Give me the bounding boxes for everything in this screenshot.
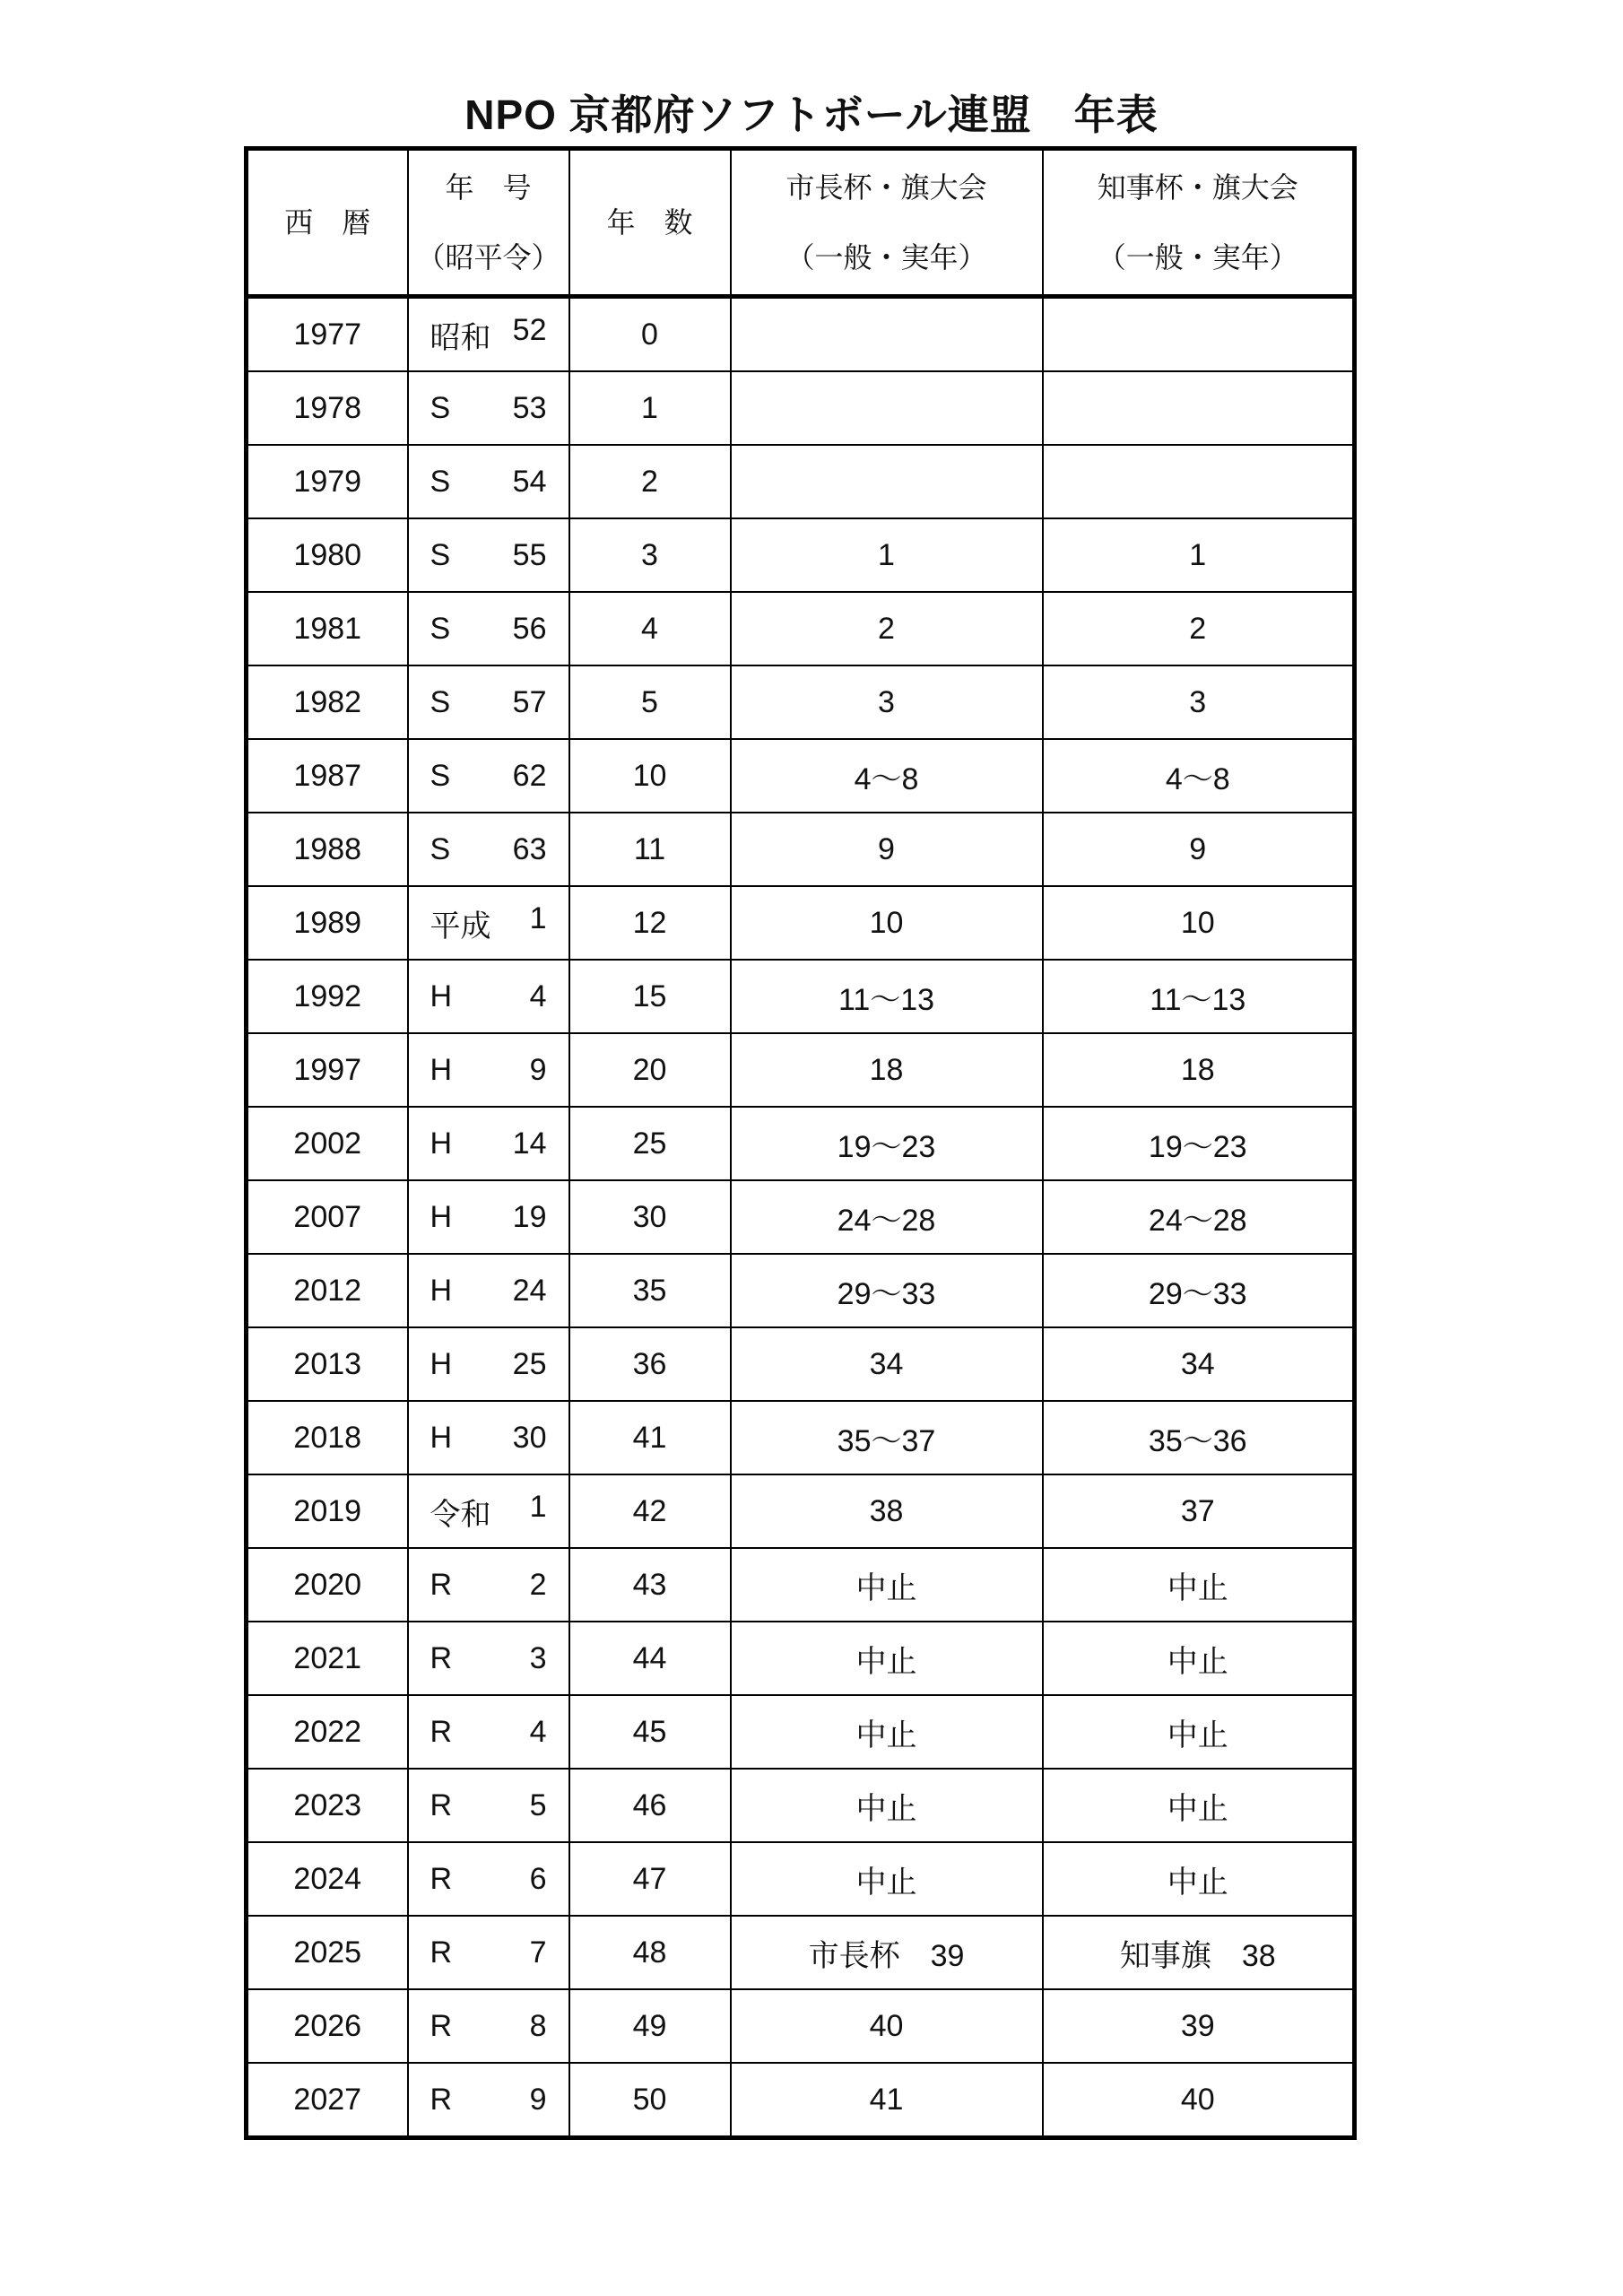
cell-nensu: 46 <box>569 1769 731 1842</box>
cell-nensu: 35 <box>569 1254 731 1327</box>
cell-mayor-cup <box>731 371 1043 445</box>
cell-mayor-cup: 4～8 <box>731 739 1043 813</box>
header-governor-cup <box>1043 149 1355 297</box>
era-year: 1 <box>529 1489 547 1524</box>
cell-seireki: 2023 <box>247 1769 408 1842</box>
cell-mayor-cup: 2 <box>731 592 1043 665</box>
cell-nensu: 36 <box>569 1327 731 1401</box>
cell-nensu: 12 <box>569 886 731 960</box>
cell-nengo <box>408 1180 569 1254</box>
cell-seireki: 1988 <box>247 813 408 886</box>
cell-mayor-cup: 中止 <box>731 1842 1043 1916</box>
table-row <box>247 1916 1355 1989</box>
cell-nengo <box>408 1107 569 1180</box>
cell-governor-cup: 11～13 <box>1043 960 1355 1033</box>
cell-seireki: 1980 <box>247 518 408 592</box>
era-name: R <box>430 2008 453 2043</box>
era-year: 4 <box>529 978 547 1013</box>
era-name: S <box>430 464 451 499</box>
era-name: S <box>430 758 451 793</box>
cell-nensu: 50 <box>569 2063 731 2138</box>
cell-governor-cup: 10 <box>1043 886 1355 960</box>
cell-nengo <box>408 592 569 665</box>
cell-seireki: 1982 <box>247 665 408 739</box>
cell-nengo <box>408 739 569 813</box>
era-name: H <box>430 1420 453 1455</box>
header-nengo-top: 年 号 <box>445 171 532 204</box>
cell-nensu: 10 <box>569 739 731 813</box>
cell-seireki: 1978 <box>247 371 408 445</box>
cell-seireki: 1979 <box>247 445 408 518</box>
cell-nengo <box>408 1989 569 2063</box>
cell-nensu: 1 <box>569 371 731 445</box>
cell-mayor-cup <box>731 445 1043 518</box>
cell-governor-cup <box>1043 297 1355 372</box>
cell-nengo <box>408 886 569 960</box>
cell-governor-cup: 中止 <box>1043 1695 1355 1769</box>
table-row <box>247 371 1355 445</box>
era-name: H <box>430 1126 453 1161</box>
cell-governor-cup: 知事旗 38 <box>1043 1916 1355 1989</box>
cell-mayor-cup: 40 <box>731 1989 1043 2063</box>
cell-nensu: 2 <box>569 445 731 518</box>
table-row <box>247 445 1355 518</box>
cell-governor-cup: 3 <box>1043 665 1355 739</box>
table-row <box>247 1989 1355 2063</box>
table-row <box>247 2063 1355 2138</box>
cell-mayor-cup: 市長杯 39 <box>731 1916 1043 1989</box>
era-name: 令和 <box>430 1497 491 1532</box>
era-wrapper <box>430 391 547 426</box>
era-year: 4 <box>529 1714 547 1749</box>
cell-nengo <box>408 1327 569 1401</box>
era-year: 55 <box>512 537 547 572</box>
era-year: 5 <box>529 1787 547 1822</box>
cell-nensu: 25 <box>569 1107 731 1180</box>
era-wrapper <box>430 1715 547 1750</box>
cell-nensu: 5 <box>569 665 731 739</box>
cell-nensu: 41 <box>569 1401 731 1474</box>
cell-mayor-cup: 10 <box>731 886 1043 960</box>
era-year: 30 <box>512 1420 547 1455</box>
cell-seireki: 2002 <box>247 1107 408 1180</box>
cell-governor-cup: 中止 <box>1043 1622 1355 1695</box>
cell-nensu: 4 <box>569 592 731 665</box>
era-name: S <box>430 390 451 425</box>
cell-seireki: 2026 <box>247 1989 408 2063</box>
table-row <box>247 1401 1355 1474</box>
era-name: R <box>430 2082 453 2117</box>
era-name: H <box>430 1273 453 1308</box>
era-wrapper <box>430 1200 547 1235</box>
era-wrapper <box>430 1788 547 1823</box>
table-row <box>247 1327 1355 1401</box>
era-wrapper <box>430 1862 547 1897</box>
table-row <box>247 1033 1355 1107</box>
era-wrapper <box>430 1274 547 1309</box>
era-year: 2 <box>529 1567 547 1602</box>
era-wrapper <box>430 832 547 867</box>
cell-seireki: 2012 <box>247 1254 408 1327</box>
cell-governor-cup: 中止 <box>1043 1842 1355 1916</box>
cell-nengo <box>408 1769 569 1842</box>
cell-nengo <box>408 1842 569 1916</box>
cell-mayor-cup: 35～37 <box>731 1401 1043 1474</box>
header-governor-bottom: （一般・実年） <box>1097 241 1298 274</box>
cell-nengo <box>408 1548 569 1622</box>
cell-nensu: 3 <box>569 518 731 592</box>
cell-mayor-cup: 18 <box>731 1033 1043 1107</box>
cell-mayor-cup: 中止 <box>731 1695 1043 1769</box>
table-row <box>247 886 1355 960</box>
era-name: S <box>430 831 451 866</box>
cell-mayor-cup <box>731 297 1043 372</box>
table-row <box>247 1107 1355 1180</box>
era-wrapper <box>430 1935 547 1970</box>
era-name: S <box>430 611 451 646</box>
header-seireki <box>247 149 408 297</box>
era-year: 14 <box>512 1126 547 1161</box>
cell-governor-cup: 40 <box>1043 2063 1355 2138</box>
era-year: 6 <box>529 1861 547 1896</box>
era-name: R <box>430 1861 453 1896</box>
era-year: 24 <box>512 1273 547 1308</box>
table-row <box>247 1622 1355 1695</box>
table-header <box>247 149 1355 297</box>
era-wrapper <box>430 901 547 945</box>
cell-governor-cup: 29～33 <box>1043 1254 1355 1327</box>
cell-nensu: 48 <box>569 1916 731 1989</box>
cell-seireki: 1997 <box>247 1033 408 1107</box>
header-nengo <box>408 149 569 297</box>
era-name: H <box>430 978 453 1013</box>
era-name: R <box>430 1935 453 1970</box>
cell-mayor-cup: 24～28 <box>731 1180 1043 1254</box>
table-row <box>247 1180 1355 1254</box>
cell-seireki: 1992 <box>247 960 408 1033</box>
table-row <box>247 813 1355 886</box>
era-year: 3 <box>529 1640 547 1675</box>
era-year: 63 <box>512 831 547 866</box>
era-name: R <box>430 1787 453 1822</box>
cell-nensu: 11 <box>569 813 731 886</box>
era-year: 25 <box>512 1346 547 1381</box>
cell-seireki: 1981 <box>247 592 408 665</box>
cell-seireki: 2021 <box>247 1622 408 1695</box>
cell-governor-cup: 9 <box>1043 813 1355 886</box>
table-row <box>247 665 1355 739</box>
cell-seireki: 2019 <box>247 1474 408 1548</box>
cell-seireki: 2022 <box>247 1695 408 1769</box>
era-year: 54 <box>512 464 547 499</box>
cell-nensu: 47 <box>569 1842 731 1916</box>
cell-seireki: 2024 <box>247 1842 408 1916</box>
era-wrapper <box>430 465 547 500</box>
cell-nengo <box>408 297 569 372</box>
cell-nensu: 42 <box>569 1474 731 1548</box>
cell-seireki: 1977 <box>247 297 408 372</box>
cell-mayor-cup: 3 <box>731 665 1043 739</box>
header-nensu-label: 年 数 <box>606 206 693 239</box>
table-row <box>247 297 1355 372</box>
cell-nengo <box>408 1622 569 1695</box>
table-row <box>247 1254 1355 1327</box>
cell-governor-cup: 中止 <box>1043 1548 1355 1622</box>
cell-governor-cup <box>1043 445 1355 518</box>
cell-governor-cup <box>1043 371 1355 445</box>
era-wrapper <box>430 313 547 357</box>
cell-governor-cup: 4～8 <box>1043 739 1355 813</box>
cell-seireki: 1987 <box>247 739 408 813</box>
cell-nensu: 45 <box>569 1695 731 1769</box>
era-year: 19 <box>512 1199 547 1234</box>
chronology-table <box>244 146 1357 2140</box>
era-year: 9 <box>529 1052 547 1087</box>
cell-nensu: 44 <box>569 1622 731 1695</box>
era-year: 7 <box>529 1935 547 1970</box>
era-wrapper <box>430 685 547 720</box>
header-governor-top: 知事杯・旗大会 <box>1097 171 1298 204</box>
cell-nengo <box>408 1916 569 1989</box>
cell-seireki: 2020 <box>247 1548 408 1622</box>
cell-nensu: 43 <box>569 1548 731 1622</box>
era-year: 9 <box>529 2082 547 2117</box>
cell-mayor-cup: 38 <box>731 1474 1043 1548</box>
cell-nengo <box>408 960 569 1033</box>
cell-seireki: 2025 <box>247 1916 408 1989</box>
cell-governor-cup: 18 <box>1043 1033 1355 1107</box>
era-wrapper <box>430 538 547 573</box>
cell-nengo <box>408 445 569 518</box>
cell-nengo <box>408 665 569 739</box>
cell-nengo <box>408 371 569 445</box>
table-row <box>247 960 1355 1033</box>
cell-nensu: 0 <box>569 297 731 372</box>
cell-mayor-cup: 41 <box>731 2063 1043 2138</box>
era-wrapper <box>430 979 547 1014</box>
era-wrapper <box>430 1568 547 1603</box>
cell-mayor-cup: 中止 <box>731 1548 1043 1622</box>
cell-governor-cup: 中止 <box>1043 1769 1355 1842</box>
cell-governor-cup: 19～23 <box>1043 1107 1355 1180</box>
cell-mayor-cup: 1 <box>731 518 1043 592</box>
cell-mayor-cup: 11～13 <box>731 960 1043 1033</box>
cell-nengo <box>408 1254 569 1327</box>
table-row <box>247 1769 1355 1842</box>
era-wrapper <box>430 612 547 647</box>
era-name: H <box>430 1346 453 1381</box>
cell-nengo <box>408 2063 569 2138</box>
cell-nensu: 30 <box>569 1180 731 1254</box>
cell-governor-cup: 24～28 <box>1043 1180 1355 1254</box>
table-row <box>247 739 1355 813</box>
era-name: R <box>430 1714 453 1749</box>
era-wrapper <box>430 1053 547 1088</box>
cell-seireki: 1989 <box>247 886 408 960</box>
era-wrapper <box>430 2083 547 2118</box>
era-year: 57 <box>512 684 547 719</box>
cell-nengo <box>408 1695 569 1769</box>
cell-mayor-cup: 9 <box>731 813 1043 886</box>
header-nengo-bottom: （昭平令） <box>416 241 560 274</box>
table-row <box>247 592 1355 665</box>
era-year: 52 <box>512 312 547 347</box>
cell-seireki: 2013 <box>247 1327 408 1401</box>
era-year: 53 <box>512 390 547 425</box>
cell-nensu: 20 <box>569 1033 731 1107</box>
table-row <box>247 1842 1355 1916</box>
era-name: S <box>430 537 451 572</box>
page-title: NPO 京都府ソフトボール連盟 年表 <box>464 91 1159 138</box>
era-name: R <box>430 1567 453 1602</box>
header-mayor-cup <box>731 149 1043 297</box>
table-row <box>247 1695 1355 1769</box>
header-mayor-top: 市長杯・旗大会 <box>785 171 987 204</box>
cell-governor-cup: 39 <box>1043 1989 1355 2063</box>
header-mayor-bottom: （一般・実年） <box>785 241 987 274</box>
era-wrapper <box>430 759 547 794</box>
table-row <box>247 1474 1355 1548</box>
cell-nengo <box>408 1474 569 1548</box>
era-name: H <box>430 1052 453 1087</box>
cell-governor-cup: 2 <box>1043 592 1355 665</box>
era-name: R <box>430 1640 453 1675</box>
era-year: 62 <box>512 758 547 793</box>
cell-nengo <box>408 1401 569 1474</box>
cell-nensu: 15 <box>569 960 731 1033</box>
cell-mayor-cup: 中止 <box>731 1622 1043 1695</box>
table-row <box>247 1548 1355 1622</box>
cell-governor-cup: 1 <box>1043 518 1355 592</box>
era-year: 8 <box>529 2008 547 2043</box>
era-name: S <box>430 684 451 719</box>
cell-seireki: 2027 <box>247 2063 408 2138</box>
era-name: 昭和 <box>430 320 491 355</box>
cell-nengo <box>408 1033 569 1107</box>
cell-mayor-cup: 中止 <box>731 1769 1043 1842</box>
table-body <box>247 297 1355 2138</box>
cell-governor-cup: 37 <box>1043 1474 1355 1548</box>
cell-mayor-cup: 19～23 <box>731 1107 1043 1180</box>
header-row <box>247 149 1355 297</box>
era-wrapper <box>430 1421 547 1456</box>
era-wrapper <box>430 1126 547 1161</box>
cell-nensu: 49 <box>569 1989 731 2063</box>
cell-mayor-cup: 34 <box>731 1327 1043 1401</box>
cell-mayor-cup: 29～33 <box>731 1254 1043 1327</box>
cell-seireki: 2007 <box>247 1180 408 1254</box>
table-row <box>247 518 1355 592</box>
era-year: 56 <box>512 611 547 646</box>
era-name: 平成 <box>430 909 491 944</box>
cell-nengo <box>408 813 569 886</box>
era-year: 1 <box>529 900 547 935</box>
era-wrapper <box>430 1347 547 1382</box>
cell-nengo <box>408 518 569 592</box>
cell-governor-cup: 34 <box>1043 1327 1355 1401</box>
era-name: H <box>430 1199 453 1234</box>
header-seireki-label: 西 暦 <box>284 206 371 239</box>
era-wrapper <box>430 1641 547 1676</box>
header-nensu <box>569 149 731 297</box>
era-wrapper <box>430 1490 547 1534</box>
era-wrapper <box>430 2009 547 2044</box>
cell-seireki: 2018 <box>247 1401 408 1474</box>
cell-governor-cup: 35～36 <box>1043 1401 1355 1474</box>
